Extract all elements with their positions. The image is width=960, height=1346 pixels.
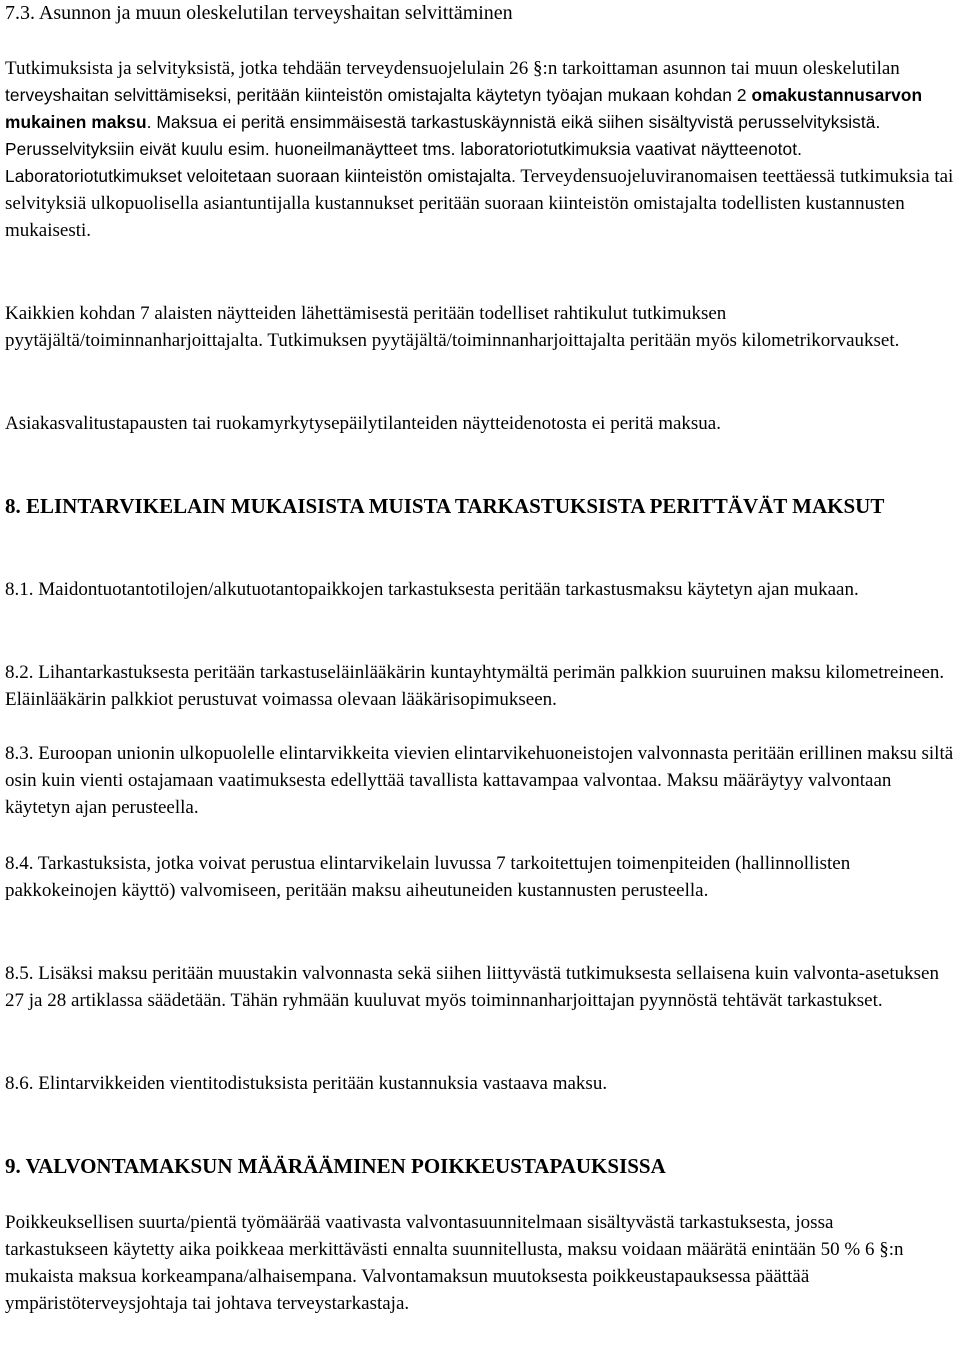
section-7-3-heading: 7.3. Asunnon ja muun oleskelutilan terveyshaitan selvittäminen: [5, 2, 513, 24]
section-9-paragraph: Poikkeuksellisen suurta/pientä työmäärää vaativasta valvontasuunnitelmaan sisältyvästä tarkastuksesta, jossa tarkastukseen käytetty aika poikkeaa merkittävästi ennalta suunnitellusta, maksu voidaan määrätä enintään 50 % 6 §:n mukaista maksua korkeampana/alhaisempana. Valvontamaksun muutoksesta poikkeustapauksessa päättää ympäristöterveysjohtaja tai johtava terveystarkastaja.: [5, 1212, 904, 1314]
section-7-3-paragraph-2: Kaikkien kohdan 7 alaisten näytteiden lähettämisestä peritään todelliset rahtikulut tutkimuksen pyytäjältä/toiminnanharjoittajalta. Tutkimuksen pyytäjältä/toiminnanharjoittajalta peritään myös kilometrikorvaukset.: [5, 303, 900, 351]
section-8-2: 8.2. Lihantarkastuksesta peritään tarkastuseläinlääkärin kuntayhtymältä perimän palkkion suuruinen maksu kilometreineen. Eläinlääkärin palkkiot perustuvat voimassa olevaan lääkärisopimukseen.: [5, 662, 945, 710]
p1-text-d: Terveydensuojeluviranomaisen teettäessä tutkimuksia tai selvityksiä ulkopuolisella asiantuntijalla kustannukset peritään suoraan kiinteistön omistajalta todellisten kustannusten mukaisesti.: [5, 166, 954, 241]
p1-text-b: terveyshaitan selvittämiseksi, peritään kiinteistön omistajalta käytetyn työajan mukaan kohdan 2: [5, 85, 752, 105]
p1-bold-fee-text: omakustannusarvon mukainen maksu: [5, 85, 923, 132]
section-8-1: 8.1. Maidontuotantotilojen/alkutuotantopaikkojen tarkastuksesta peritään tarkastusmaksu käytetyn ajan mukaan.: [5, 579, 859, 600]
section-9-heading: 9. VALVONTAMAKSUN MÄÄRÄÄMINEN POIKKEUSTAPAUKSISSA: [5, 1154, 666, 1178]
section-8-heading: 8. ELINTARVIKELAIN MUKAISISTA MUISTA TARKASTUKSISTA PERITTÄVÄT MAKSUT: [5, 494, 885, 518]
section-7-3-paragraph-1: [5, 55, 955, 244]
section-8-5: 8.5. Lisäksi maksu peritään muustakin valvonnasta sekä siihen liittyvästä tutkimuksesta sellaisena kuin valvonta-asetuksen 27 ja 28 artiklassa säädetään. Tähän ryhmään kuuluvat myös toiminnanharjoittajan pyynnöstä tehtävät tarkastukset.: [5, 963, 939, 1011]
p1-text-c: . Maksua ei peritä ensimmäisestä tarkastuskäynnistä eikä siihen sisältyvistä perusselvityksistä. Perusselvityksiin eivät kuulu esim. huoneilmanäytteet tms. laboratoriotutkimuksia vaativat näytteenotot. Laboratoriotutkimukset veloitetaan suoraan kiinteistön omistajalta.: [5, 112, 881, 186]
section-7-3-paragraph-3: Asiakasvalitustapausten tai ruokamyrkytysepäilytilanteiden näytteidenotosta ei peritä maksua.: [5, 413, 721, 434]
section-8-6: 8.6. Elintarvikkeiden vientitodistuksista peritään kustannuksia vastaava maksu.: [5, 1073, 608, 1094]
p1-text-a: Tutkimuksista ja selvityksistä, jotka tehdään terveydensuojelulain 26 §:n tarkoittaman asunnon tai muun oleskelutilan: [5, 58, 900, 79]
section-8-3: 8.3. Euroopan unionin ulkopuolelle elintarvikkeita vievien elintarvikehuoneistojen valvonnasta peritään erillinen maksu siltä osin kuin vienti ostajamaan vaatimuksesta edellyttää tavallista kattavampaa valvontaa. Maksu määräytyy valvontaan käytetyn ajan perusteella.: [5, 743, 954, 818]
section-8-4: 8.4. Tarkastuksista, jotka voivat perustua elintarvikelain luvussa 7 tarkoitettujen toimenpiteiden (hallinnollisten pakkokeinojen käyttö) valvomiseen, peritään maksu aiheutuneiden kustannusten perusteella.: [5, 853, 851, 901]
